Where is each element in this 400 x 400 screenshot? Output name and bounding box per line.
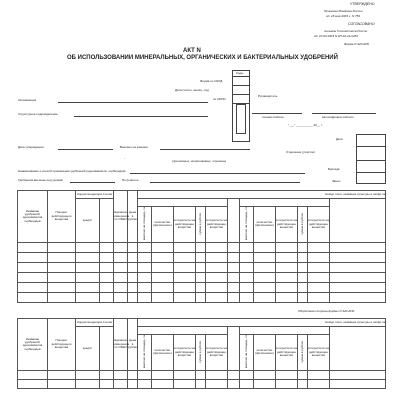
col-percent: Процент действующего вещества — [48, 319, 76, 371]
approval-approved-date: от 16 мая 2003 г. N 750 — [326, 14, 360, 18]
codes-header: Коды — [236, 71, 244, 75]
col-percent: Процент действующего вещества — [48, 191, 76, 243]
table-row — [18, 292, 386, 302]
col-active-1b: в пересчете на действующее вещество — [206, 335, 228, 371]
col-sum-2: сумма в рублях — [298, 335, 308, 371]
head-label: Руководитель — [258, 94, 278, 98]
dash-mark: - — [124, 156, 125, 160]
codes-inner-box — [236, 104, 246, 134]
col-active-2b: в пересчете на действующее вещество — [308, 335, 330, 371]
applied-in-label: Внесено на засеяно — [120, 145, 148, 149]
okud-label: Форма по ОКУД — [200, 79, 223, 83]
table-row — [18, 252, 386, 262]
brigade-label: Бригада — [328, 167, 340, 171]
department-label: Отделение (участок) — [286, 150, 315, 154]
approval-approved: УТВЕРЖДЕНО — [350, 2, 375, 6]
col-group-1 — [138, 199, 228, 207]
col-qty-2: количество (физическое) — [254, 207, 276, 243]
col-credit: кредит — [76, 327, 100, 371]
approval-date-label: Дата утверждения — [18, 145, 44, 149]
col-active-2b: в пересчете на действующее вещество — [308, 207, 330, 243]
signature-caption: личная подпись — [262, 115, 285, 119]
okpo-label: по ОКПО — [213, 97, 226, 101]
col-unit: Единица измерения по ОКЕИ — [114, 191, 128, 243]
approval-approved-by: Приказом Минфина России — [324, 9, 363, 13]
col-debit — [100, 327, 114, 371]
signature-decoding-caption: расшифровка подписи — [322, 115, 354, 119]
recipient-label: Получатель — [122, 178, 139, 182]
col-price: Цена в рублях — [128, 319, 138, 371]
date-code-label: Дата (число, месяц, год) — [175, 88, 209, 92]
table-row — [18, 272, 386, 282]
col-area-2: внесено на площадь, га — [240, 207, 254, 243]
act-subtitle: ОБ ИСПОЛЬЗОВАНИИ МИНЕРАЛЬНЫХ, ОРГАНИЧЕСКИХ И БАКТЕРИАЛЬНЫХ УДОБРЕНИЙ — [67, 55, 338, 61]
division-label: Структурное подразделение — [18, 112, 58, 116]
col-name: Название удобрений, ядохимикатов гербицидов — [18, 319, 48, 371]
col-corr-account: Корреспонденция счетов — [76, 191, 114, 199]
right-codes-box — [356, 134, 386, 184]
col-qty-1: количество (физическое) — [152, 335, 174, 371]
col-area-1: внесено на площадь, га — [138, 207, 152, 243]
col-active-2: в пересчете на действующее вещество — [276, 335, 298, 371]
col-unit: Единица измерения по ОКЕИ — [114, 319, 128, 371]
usage-table-back — [17, 318, 386, 389]
form-number: Форма N 420-АПК — [344, 42, 370, 46]
col-area-2: внесено на площадь, га — [240, 335, 254, 371]
col-qty-1: количество (физическое) — [152, 207, 174, 243]
col-debit — [100, 199, 114, 243]
col-spacer — [228, 327, 240, 371]
col-tail — [330, 199, 386, 243]
col-sum-1: сумма в рублях — [196, 335, 206, 371]
crop-types-caption: (прошеяных, неорошаемых, опушены) — [172, 159, 227, 163]
organization-line — [58, 102, 208, 103]
method-label: Наименование и способ применения удобрений (ядохимикатов, гербицидов) — [18, 169, 126, 173]
act-title: АКТ N — [183, 48, 201, 54]
col-active-2: в пересчете на действующее вещество — [276, 207, 298, 243]
col-sum-1: сумма в рублях — [196, 207, 206, 243]
col-field-no: Номер поля, название культуры и шифр ок — [138, 191, 386, 199]
table-row — [18, 379, 386, 388]
date-label: Дата — [336, 137, 343, 141]
approval-agreed-by: письмом Госкомстата России — [324, 29, 368, 33]
col-group-2 — [240, 199, 330, 207]
col-sum-2: сумма в рублях — [298, 207, 308, 243]
link-label: Звено — [332, 179, 341, 183]
col-corr-account: Корреспонденция счетов — [76, 319, 114, 327]
reverse-side-caption: Оборотная сторона формы N 420-АПК — [298, 309, 355, 313]
usage-table-front — [17, 190, 386, 303]
sign-date: "___" __________ 20__ г. — [288, 123, 323, 127]
col-group-2 — [240, 327, 330, 335]
approval-agreed: СОГЛАСОВАНО — [348, 22, 375, 26]
col-qty-2: количество (физическое) — [254, 335, 276, 371]
fertilizer-under-label: Удобрения внесены под урожай — [18, 178, 63, 182]
col-active-1b: в пересчете на действующее вещество — [206, 207, 228, 243]
col-active-1: в пересчете на действующее вещество — [174, 335, 196, 371]
col-spacer — [228, 199, 240, 243]
organization-label: Организация — [18, 98, 37, 102]
table-row — [18, 370, 386, 379]
col-area-1: внесено на площадь, га — [138, 335, 152, 371]
col-credit: кредит — [76, 199, 100, 243]
col-field-no: Номер поля, название культуры и шифр ок — [138, 319, 386, 327]
col-name: Название удобрений, ядохимикатов гербицидов — [18, 191, 48, 243]
table-row — [18, 242, 386, 252]
col-tail — [330, 327, 386, 371]
table-row — [18, 262, 386, 272]
table-row — [18, 282, 386, 292]
col-price: Цена в рублях — [128, 191, 138, 243]
approval-agreed-date: от 10.04.2003 N КП-01-21/1281 — [314, 34, 358, 38]
col-group-1 — [138, 327, 228, 335]
division-line — [74, 116, 208, 117]
col-active-1: в пересчете на действующее вещество — [174, 207, 196, 243]
